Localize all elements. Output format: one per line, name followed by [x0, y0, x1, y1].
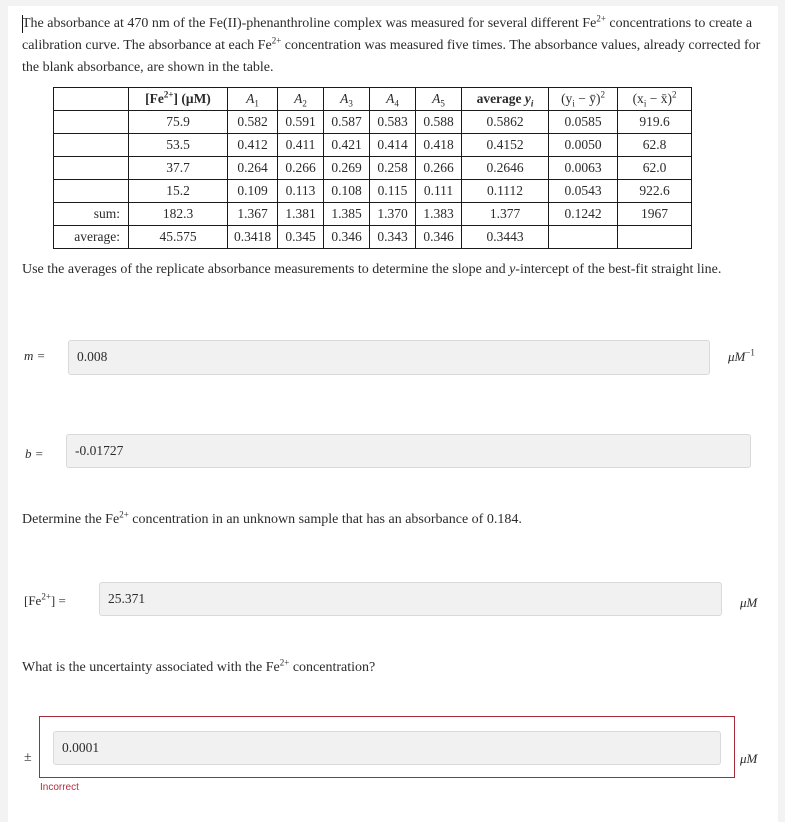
intercept-input[interactable]: -0.01727 — [66, 434, 751, 468]
question-uncertainty: What is the uncertainty associated with the $Fe^{2+}$ concentration? — [22, 657, 376, 675]
slope-unit: $\mu M^{-1}$ — [728, 347, 755, 364]
header-a3: $A_3$ — [324, 88, 370, 111]
uncertainty-unit: μM — [740, 751, 758, 766]
uncertainty-input[interactable]: 0.0001 — [53, 731, 721, 765]
table-header-row — [54, 88, 692, 111]
slope-input[interactable]: 0.008 — [68, 340, 710, 375]
concentration-input[interactable]: 25.371 — [99, 582, 722, 616]
header-xdev: ($x_i$ − x̄)$^2$ — [618, 88, 692, 111]
table-row: 75.9 0.582 0.591 0.587 0.583 0.588 0.5862 0.0585 919.6 — [54, 111, 692, 134]
question-concentration: Determine the $Fe^{2+}$ concentration in an unknown sample that has an absorbance of 0.184. — [22, 509, 522, 527]
intercept-label: b = — [25, 446, 44, 461]
table-row: 37.7 0.264 0.266 0.269 0.258 0.266 0.2646 0.0063 62.0 — [54, 157, 692, 180]
header-a1: $A_1$ — [228, 88, 278, 111]
question-slope-intercept: Use the averages of the replicate absorbance measurements to determine the slope and y-intercept of the best-fit straight line. — [22, 262, 722, 277]
concentration-unit: μM — [740, 595, 758, 610]
absorbance-table — [53, 87, 692, 249]
header-conc: $[Fe^{2+}]$ (μM) — [129, 88, 228, 111]
plus-minus-symbol: ± — [24, 750, 32, 765]
table-row: 15.2 0.109 0.113 0.108 0.115 0.111 0.1112 0.0543 922.6 — [54, 180, 692, 203]
table-row: 53.5 0.412 0.411 0.421 0.414 0.418 0.4152 0.0050 62.8 — [54, 134, 692, 157]
header-a4: $A_4$ — [370, 88, 416, 111]
table-row-sum: sum: 182.3 1.367 1.381 1.385 1.370 1.383 1.377 0.1242 1967 — [54, 203, 692, 226]
concentration-label: $[Fe^{2+}]$ = — [24, 591, 66, 608]
header-average: average $y_i$ — [462, 88, 549, 111]
header-a2: $A_2$ — [278, 88, 324, 111]
slope-label: m = — [24, 348, 46, 363]
incorrect-status: Incorrect — [40, 782, 79, 793]
header-ydev: ($y_i$ − ȳ)$^2$ — [549, 88, 618, 111]
table-row-average: average: 45.575 0.3418 0.345 0.346 0.343 0.346 0.3443 — [54, 226, 692, 249]
intro-paragraph: The absorbance at 470 nm of the Fe(II)-phenanthroline complex was measured for several different $Fe^{2+}$ concentrations to create a calibration curve. The absorbance at each $Fe^{2+}$ concentration was measured five times. The absorbance values, already corrected for the blank absorbance, are shown in the table. — [22, 13, 761, 75]
header-a5: $A_5$ — [416, 88, 462, 111]
